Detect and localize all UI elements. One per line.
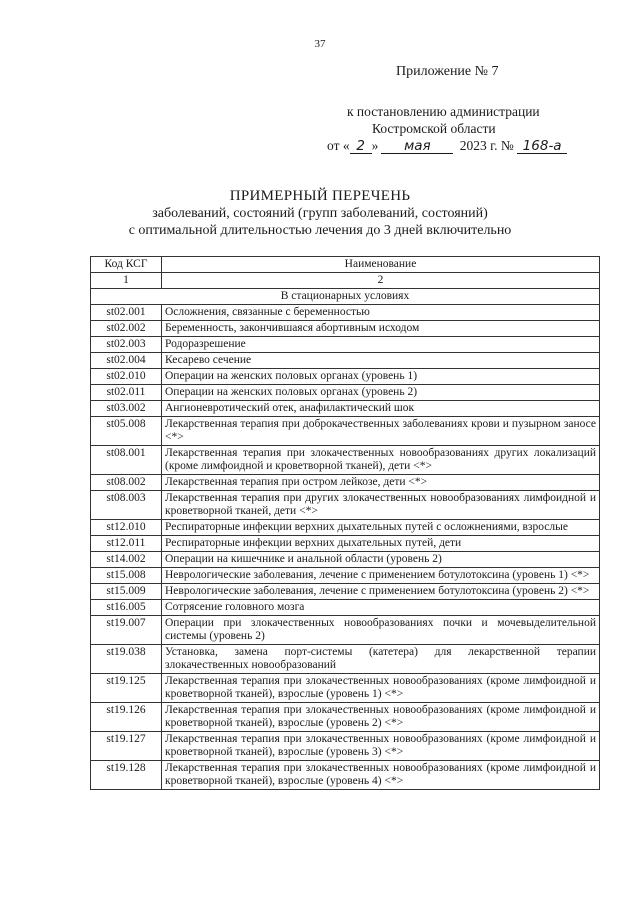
ksg-name-cell: Неврологические заболевания, лечение с применением ботулотоксина (уровень 2) <*>	[162, 584, 600, 600]
ksg-code-cell: st12.011	[91, 536, 162, 552]
ksg-code-cell: st19.038	[91, 645, 162, 674]
ksg-code-cell: st08.002	[91, 475, 162, 491]
ksg-code-cell: st19.007	[91, 616, 162, 645]
table-row	[91, 674, 600, 703]
ksg-name-cell: Неврологические заболевания, лечение с применением ботулотоксина (уровень 1) <*>	[162, 568, 600, 584]
ksg-name-cell: Лекарственная терапия при других злокачественных новообразованиях лимфоидной и кроветворной тканей, дети <*>	[162, 491, 600, 520]
ksg-name-cell: Ангионевротический отек, анафилактический шок	[162, 401, 600, 417]
ksg-name-cell: Операции на кишечнике и анальной области (уровень 2)	[162, 552, 600, 568]
table-row	[91, 446, 600, 475]
ksg-code-cell: st19.125	[91, 674, 162, 703]
ksg-code-cell: st15.008	[91, 568, 162, 584]
header-name: Наименование	[162, 257, 600, 273]
resolution-line-2: Костромской области	[372, 121, 496, 136]
table-row	[91, 645, 600, 674]
table-row	[91, 353, 600, 369]
handwritten-number: 168-а	[517, 139, 567, 154]
ksg-name-cell: Осложнения, связанные с беременностью	[162, 305, 600, 321]
ksg-name-cell: Кесарево сечение	[162, 353, 600, 369]
table-row	[91, 584, 600, 600]
ksg-code-cell: st03.002	[91, 401, 162, 417]
ksg-code-cell: st14.002	[91, 552, 162, 568]
ksg-table	[90, 256, 600, 790]
ksg-code-cell: st19.126	[91, 703, 162, 732]
ksg-name-cell: Лекарственная терапия при злокачественных новообразованиях других локализаций (кроме лимфоидной и кроветворной тканей), дети <*>	[162, 446, 600, 475]
table-row	[91, 385, 600, 401]
ksg-code-cell: st19.127	[91, 732, 162, 761]
section-label: В стационарных условиях	[91, 289, 600, 305]
section-row	[91, 289, 600, 305]
ksg-name-cell: Лекарственная терапия при злокачественных новообразованиях (кроме лимфоидной и кроветворной тканей), взрослые (уровень 4) <*>	[162, 761, 600, 790]
date-mid: »	[371, 138, 379, 153]
table-row	[91, 761, 600, 790]
table-row	[91, 475, 600, 491]
ksg-name-cell: Операции при злокачественных новообразованиях почки и мочевыделительной системы (уровень 2)	[162, 616, 600, 645]
appendix-label: Приложение № 7	[396, 64, 499, 79]
title-main: ПРИМЕРНЫЙ ПЕРЕЧЕНЬ	[229, 188, 411, 204]
ksg-code-cell: st02.010	[91, 369, 162, 385]
ksg-code-cell: st02.004	[91, 353, 162, 369]
ksg-code-cell: st15.009	[91, 584, 162, 600]
ksg-name-cell: Установка, замена порт-системы (катетера) для лекарственной терапии злокачественных новообразований	[162, 645, 600, 674]
table-row	[91, 520, 600, 536]
table-row	[91, 417, 600, 446]
ksg-code-cell: st16.005	[91, 600, 162, 616]
ksg-name-cell: Операции на женских половых органах (уровень 1)	[162, 369, 600, 385]
ksg-name-cell: Беременность, закончившаяся абортивным исходом	[162, 321, 600, 337]
table-row	[91, 568, 600, 584]
page-number: 37	[314, 38, 326, 50]
table-index-row	[91, 273, 600, 289]
index-code: 1	[91, 273, 162, 289]
ksg-name-cell: Лекарственная терапия при злокачественных новообразованиях (кроме лимфоидной и кроветворной тканей), взрослые (уровень 2) <*>	[162, 703, 600, 732]
ksg-code-cell: st02.003	[91, 337, 162, 353]
table-row	[91, 321, 600, 337]
document-title	[0, 187, 640, 239]
table-row	[91, 536, 600, 552]
ksg-code-cell: st08.001	[91, 446, 162, 475]
ksg-code-cell: st05.008	[91, 417, 162, 446]
table-header-row	[91, 257, 600, 273]
table-row	[91, 491, 600, 520]
ksg-name-cell: Лекарственная терапия при остром лейкозе, дети <*>	[162, 475, 600, 491]
table-row	[91, 401, 600, 417]
ksg-name-cell: Родоразрешение	[162, 337, 600, 353]
table-row	[91, 337, 600, 353]
ksg-name-cell: Операции на женских половых органах (уровень 2)	[162, 385, 600, 401]
ksg-name-cell: Респираторные инфекции верхних дыхательных путей, дети	[162, 536, 600, 552]
handwritten-day: 2	[350, 139, 372, 154]
table-row	[91, 369, 600, 385]
ksg-name-cell: Лекарственная терапия при злокачественных новообразованиях (кроме лимфоидной и кроветворной тканей), взрослые (уровень 3) <*>	[162, 732, 600, 761]
ksg-code-cell: st02.002	[91, 321, 162, 337]
title-sub-2: с оптимальной длительностью лечения до 3 дней включительно	[128, 223, 512, 238]
ksg-code-cell: st08.003	[91, 491, 162, 520]
ksg-name-cell: Лекарственная терапия при доброкачественных заболеваниях крови и пузырном заносе <*>	[162, 417, 600, 446]
table-row	[91, 552, 600, 568]
table-row	[91, 600, 600, 616]
resolution-line-1: к постановлению администрации	[347, 104, 540, 119]
ksg-code-cell: st02.001	[91, 305, 162, 321]
ksg-name-cell: Лекарственная терапия при злокачественных новообразованиях (кроме лимфоидной и кроветворной тканей), взрослые (уровень 1) <*>	[162, 674, 600, 703]
table-row	[91, 732, 600, 761]
ksg-code-cell: st12.010	[91, 520, 162, 536]
table-row	[91, 616, 600, 645]
table-row	[91, 305, 600, 321]
table-row	[91, 703, 600, 732]
ksg-name-cell: Сотрясение головного мозга	[162, 600, 600, 616]
title-sub-1: заболеваний, состояний (групп заболеваний, состояний)	[152, 206, 488, 221]
date-year: 2023 г. №	[459, 138, 514, 153]
index-name: 2	[162, 273, 600, 289]
date-prefix: от «	[327, 138, 350, 153]
header-code: Код КСГ	[91, 257, 162, 273]
handwritten-month: мая	[381, 139, 453, 154]
resolution-date-line	[327, 138, 567, 154]
ksg-name-cell: Респираторные инфекции верхних дыхательных путей с осложнениями, взрослые	[162, 520, 600, 536]
ksg-code-cell: st02.011	[91, 385, 162, 401]
ksg-code-cell: st19.128	[91, 761, 162, 790]
